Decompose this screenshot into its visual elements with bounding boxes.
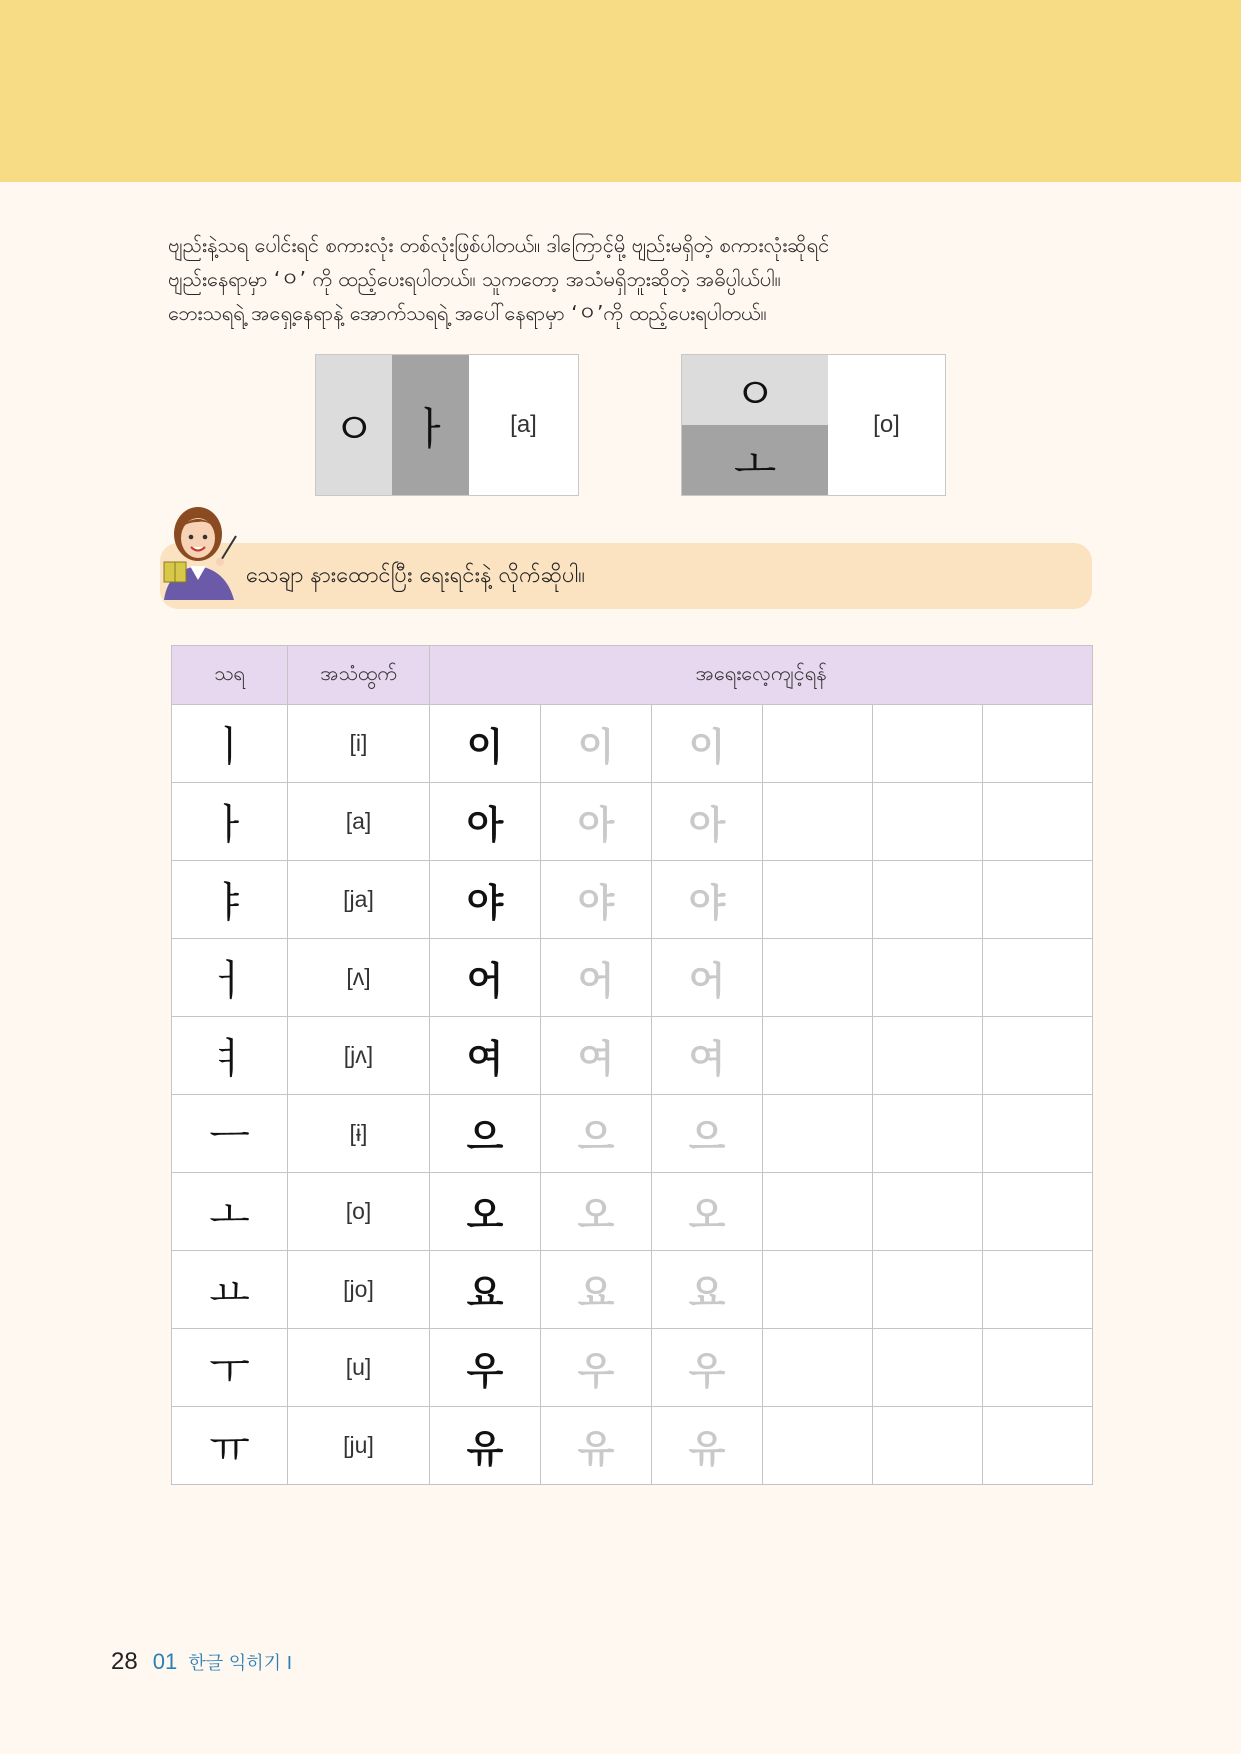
table-row	[172, 1329, 1093, 1407]
practice-table	[171, 645, 1093, 1485]
blank-practice-cell	[763, 1329, 873, 1407]
blank-practice-cell	[983, 783, 1093, 861]
blank-practice-cell	[873, 1407, 983, 1485]
example-vowel-cell: ㅗ	[682, 425, 828, 495]
vowel-cell: ㅛ	[172, 1251, 288, 1329]
example-pronunciation: [a]	[510, 411, 537, 438]
syllable-trace: 우	[541, 1329, 652, 1407]
blank-practice-cell	[763, 1407, 873, 1485]
syllable-trace: 유	[541, 1407, 652, 1485]
blank-practice-cell	[873, 1251, 983, 1329]
intro-line: ဘေးသရရဲ့ အရှေ့နေရာနဲ့ အောက်သရရဲ့ အပေါ်နေရာမှာ ‘ㅇ’ကို ထည့်ပေးရပါတယ်။	[168, 301, 767, 325]
top-color-band	[0, 0, 1241, 182]
syllable-trace: 이	[541, 705, 652, 783]
syllable-model: 아	[430, 783, 541, 861]
table-row	[172, 1095, 1093, 1173]
blank-practice-cell	[763, 1017, 873, 1095]
ipa-cell: [o]	[288, 1173, 430, 1251]
syllable-trace: 여	[541, 1017, 652, 1095]
blank-practice-cell	[983, 705, 1093, 783]
syllable-trace: 오	[652, 1173, 763, 1251]
example-vowel-cell: ㅏ	[392, 355, 469, 495]
ipa-cell: [ju]	[288, 1407, 430, 1485]
blank-practice-cell	[873, 1329, 983, 1407]
blank-practice-cell	[763, 1095, 873, 1173]
chapter-number: 01	[152, 1649, 178, 1674]
page-footer	[111, 1648, 292, 1676]
vowel-cell: ㅠ	[172, 1407, 288, 1485]
syllable-trace: 이	[652, 705, 763, 783]
ipa-cell: [jʌ]	[288, 1017, 430, 1095]
blank-practice-cell	[763, 783, 873, 861]
blank-practice-cell	[983, 1095, 1093, 1173]
ipa-cell: [jo]	[288, 1251, 430, 1329]
example-pronunciation: [o]	[873, 411, 900, 438]
blank-practice-cell	[873, 1017, 983, 1095]
blank-practice-cell	[983, 861, 1093, 939]
blank-practice-cell	[873, 1095, 983, 1173]
table-row	[172, 1173, 1093, 1251]
blank-practice-cell	[763, 861, 873, 939]
syllable-trace: 으	[541, 1095, 652, 1173]
ipa-cell: [ja]	[288, 861, 430, 939]
syllable-trace: 여	[652, 1017, 763, 1095]
page-number: 28	[111, 1648, 138, 1675]
blank-practice-cell	[763, 1173, 873, 1251]
example-consonant-cell: ㅇ	[316, 355, 392, 495]
blank-practice-cell	[873, 1173, 983, 1251]
syllable-trace: 요	[541, 1251, 652, 1329]
ipa-cell: [u]	[288, 1329, 430, 1407]
syllable-trace: 유	[652, 1407, 763, 1485]
intro-line: ဗျည်းနဲ့သရ ပေါင်းရင် စကားလုံး တစ်လုံးဖြစ်ပါတယ်။ ဒါကြောင့်မို့ ဗျည်းမရှိတဲ့ စကားလုံးဆိုရင်	[168, 233, 830, 257]
table-row	[172, 861, 1093, 939]
syllable-model: 요	[430, 1251, 541, 1329]
syllable-model: 야	[430, 861, 541, 939]
example-consonant-cell: ㅇ	[682, 355, 828, 425]
syllable-trace: 어	[541, 939, 652, 1017]
vowel-cell: ㅗ	[172, 1173, 288, 1251]
blank-practice-cell	[763, 939, 873, 1017]
chapter-title: 한글 익히기 Ⅰ	[188, 1653, 293, 1674]
ipa-cell: [i]	[288, 705, 430, 783]
syllable-trace: 우	[652, 1329, 763, 1407]
header-sound: အသံထွက်	[288, 646, 430, 705]
blank-practice-cell	[983, 1407, 1093, 1485]
syllable-model: 오	[430, 1173, 541, 1251]
ipa-cell: [ɨ]	[288, 1095, 430, 1173]
teacher-icon	[158, 500, 242, 600]
blank-practice-cell	[983, 1017, 1093, 1095]
blank-practice-cell	[873, 705, 983, 783]
syllable-model: 우	[430, 1329, 541, 1407]
table-row	[172, 1251, 1093, 1329]
vowel-cell: ㅕ	[172, 1017, 288, 1095]
blank-practice-cell	[873, 783, 983, 861]
syllable-trace: 어	[652, 939, 763, 1017]
table-row	[172, 705, 1093, 783]
syllable-model: 으	[430, 1095, 541, 1173]
syllable-model: 이	[430, 705, 541, 783]
blank-practice-cell	[983, 1251, 1093, 1329]
table-row	[172, 783, 1093, 861]
table-row	[172, 939, 1093, 1017]
table-row	[172, 1017, 1093, 1095]
vowel-cell: ㅏ	[172, 783, 288, 861]
syllable-model: 여	[430, 1017, 541, 1095]
syllable-trace: 오	[541, 1173, 652, 1251]
header-vowel: သရ	[172, 646, 288, 705]
vowel-cell: ㅓ	[172, 939, 288, 1017]
syllable-model: 어	[430, 939, 541, 1017]
example-horizontal-vowel	[315, 354, 579, 496]
intro-line: ဗျည်းနေရာမှာ ‘ㅇ’ ကို ထည့်ပေးရပါတယ်။ သူကတော့ အသံမရှိဘူးဆိုတဲ့ အဓိပ္ပါယ်ပါ။	[168, 267, 781, 291]
syllable-trace: 요	[652, 1251, 763, 1329]
syllable-trace: 아	[652, 783, 763, 861]
vowel-cell: ㅜ	[172, 1329, 288, 1407]
ipa-cell: [a]	[288, 783, 430, 861]
syllable-trace: 야	[652, 861, 763, 939]
vowel-cell: ㅡ	[172, 1095, 288, 1173]
header-practice: အရေးလေ့ကျင့်ရန်	[430, 646, 1093, 705]
blank-practice-cell	[873, 861, 983, 939]
syllable-model: 유	[430, 1407, 541, 1485]
syllable-trace: 아	[541, 783, 652, 861]
syllable-trace: 야	[541, 861, 652, 939]
example-vertical-vowel	[681, 354, 946, 496]
intro-paragraph	[168, 228, 1028, 330]
instruction-text: သေချာ နားထောင်ပြီး ရေးရင်းနဲ့ လိုက်ဆိုပါ။	[246, 563, 585, 588]
table-row	[172, 1407, 1093, 1485]
syllable-trace: 으	[652, 1095, 763, 1173]
blank-practice-cell	[983, 1329, 1093, 1407]
ipa-cell: [ʌ]	[288, 939, 430, 1017]
table-header-row	[172, 646, 1093, 705]
vowel-cell: ㅣ	[172, 705, 288, 783]
blank-practice-cell	[763, 1251, 873, 1329]
blank-practice-cell	[873, 939, 983, 1017]
blank-practice-cell	[983, 939, 1093, 1017]
vowel-cell: ㅑ	[172, 861, 288, 939]
blank-practice-cell	[763, 705, 873, 783]
blank-practice-cell	[983, 1173, 1093, 1251]
